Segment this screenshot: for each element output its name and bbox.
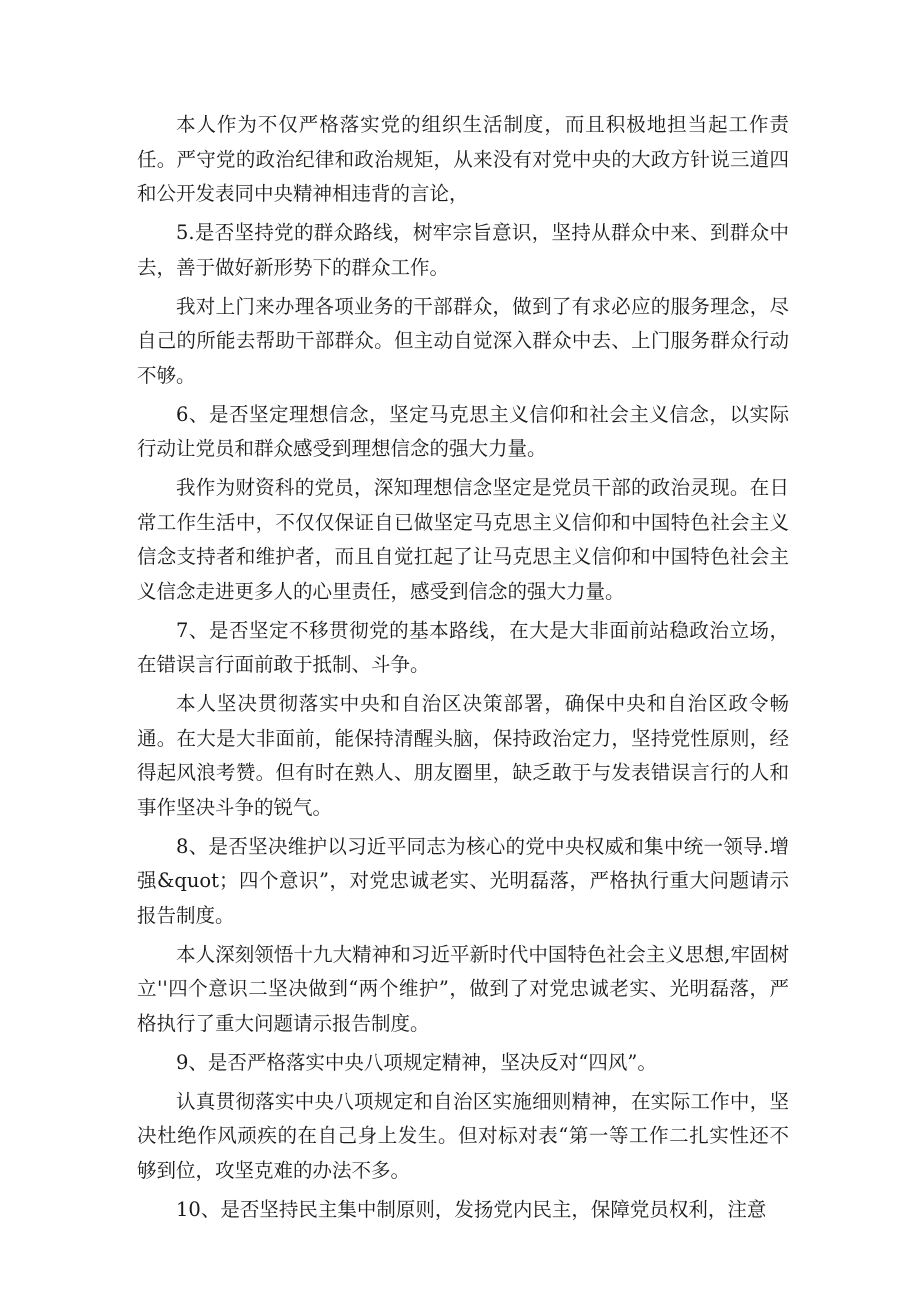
question-8: 8、是否坚决维护以习近平同志为核心的党中央权威和集中统一领导.增强&quot；四个意识”，对党忠诚老实、光明磊落，严格执行重大问题请示报告制度。	[137, 834, 789, 927]
answer-9: 认真贯彻落实中央八项规定和自治区实施细则精神，在实际工作中，坚决杜绝作风顽疾的在自己身上发生。但对标对表“第一等工作二扎实性还不够到位，攻坚克难的办法不多。	[137, 1089, 789, 1182]
document-body	[137, 108, 789, 1232]
question-10: 10、是否坚持民主集中制原则，发扬党内民主，保障党员权利，注意	[176, 1197, 767, 1221]
answer-7: 本人坚决贯彻落实中央和自治区决策部署，确保中央和自治区政令畅通。在大是大非面前，能保持清醒头脑，保持政治定力，坚持党性原则，经得起风浪考赞。但有时在熟人、朋友圈里，缺乏敢于与发表错误言行的人和事作坚决斗争的锐气。	[137, 692, 789, 819]
question-7: 7、是否坚定不移贯彻党的基本路线，在大是大非面前站稳政治立场，在错误言行面前敢于抵制、斗争。	[137, 618, 789, 676]
answer-8: 本人深刻领悟十九大精神和习近平新时代中国特色社会主义思想,牢固树立''四个意识二坚决做到“两个维护”，做到了对党忠诚老实、光明磊落，严格执行了重大问题请示报告制度。	[137, 942, 789, 1035]
answer-6: 我作为财资科的党员，深知理想信念坚定是党员干部的政治灵现。在日常工作生活中，不仅仅保证自已做坚定马克思主义信仰和中国特色社会主义信念支持者和维护者，而且自觉扛起了让马克思主义信仰和中国特色社会主义信念走进更多人的心里责任，感受到信念的强大力量。	[137, 476, 789, 603]
question-5: 5.是否坚持党的群众路线，树牢宗旨意识，坚持从群众中来、到群众中去，善于做好新形势下的群众工作。	[137, 221, 789, 279]
question-9: 9、是否严格落实中央八项规定精神，坚决反对“四风”。	[176, 1050, 657, 1074]
question-6: 6、是否坚定理想信念，坚定马克思主义信仰和社会主义信念，以实际行动让党员和群众感受到理想信念的强大力量。	[137, 402, 789, 460]
paragraph-conduct-statement: 本人作为不仅严格落实党的组织生活制度，而且积极地担当起工作责任。严守党的政治纪律和政治规矩，从来没有对党中央的大政方针说三道四和公开发表同中央精神相违背的言论，	[137, 113, 789, 205]
answer-5: 我对上门来办理各项业务的干部群众，做到了有求必应的服务理念，尽自己的所能去帮助干部群众。但主动自觉深入群众中去、上门服务群众行动不够。	[137, 294, 789, 387]
